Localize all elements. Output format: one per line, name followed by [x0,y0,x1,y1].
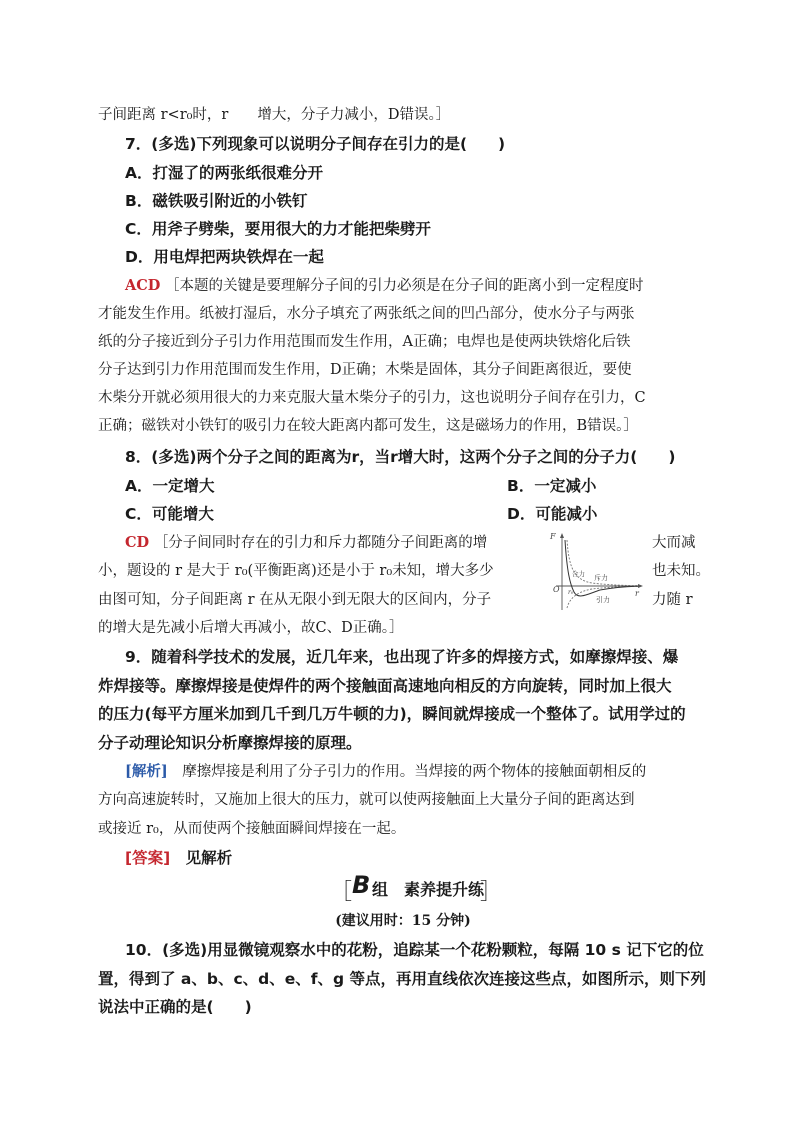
q9-analysis-line-2: 方向高速旋转时，又施加上很大的压力，就可以使两接触面上大量分子间的距离达到 [98,792,635,808]
q7-answer-line-1 [125,275,708,297]
q9-analysis-line-3: 或接近 r₀，从而使两个接触面瞬间焊接在一起。 [98,821,406,837]
q8-answer-line-2-right: 也未知。 [652,563,710,579]
graph-label-r0: r₀ [568,589,574,596]
q8-answer-line-2: 小，题设的 r 是大于 r₀(平衡距离)还是小于 r₀未知，增大多少 [98,563,494,579]
q7-option-c: C．用斧子劈柴，要用很大的力才能把柴劈开 [125,220,431,238]
molecular-force-graph [548,530,644,614]
q7-option-a: A．打湿了的两张纸很难分开 [125,164,323,182]
prev-answer-tail: 子间距离 r<r₀时，r 增大，分子力减小，D错误。］ [98,107,451,123]
question-9-line-3: 的压力(每平方厘米加到几千到几万牛顿的力)，瞬间就焊接成一个整体了。试用学过的 [98,705,686,723]
q8-answer-line-4: 的增大是先减小后增大再减小，故C、D正确。］ [98,620,404,636]
q7-answer-line-2: 才能发生作用。纸被打湿后，水分子填充了两张纸之间的凹凸部分，使水分子与两张 [98,306,635,322]
graph-y-arrow [560,533,564,538]
graph-label-repulsion: 斥力 [594,574,608,582]
question-9-line-2: 炸焊接等。摩擦焊接是使焊件的两个接触面高速地向相反的方向旋转，同时加上很大 [98,677,672,695]
question-10-line-1: 10．(多选)用显微镜观察水中的花粉，追踪某一个花粉颗粒，每隔 10 s 记下它的位 [125,941,704,959]
q8-options-row-1 [125,475,708,497]
q9-analysis-line-1 [125,761,708,783]
graph-label-net: 合力 [572,570,585,578]
suggested-time: (建议用时：15 分钟) [335,913,471,929]
q7-option-d: D．用电焊把两块铁焊在一起 [125,248,324,266]
q8-answer-line-1 [125,532,545,554]
q8-answer-line-3-right: 力随 r [652,592,693,608]
q8-option-c: C．可能增大 [125,505,214,523]
q8-option-d: D．可能减小 [507,505,598,523]
q8-option-a: A．一定增大 [125,477,215,495]
q7-answer-line-6: 正确；磁铁对小铁钉的吸引力在较大距离内都可发生，这是磁场力的作用，B错误。］ [98,418,638,434]
q9-analysis-text: 摩擦焊接是利用了分子引力的作用。当焊接的两个物体的接触面朝相反的 [167,764,647,780]
question-10-line-2: 置，得到了 a、b、c、d、e、f、g 等点，再用直线依次连接这些点，如图所示，则下列 [98,970,706,988]
answer-tag: [答案] [125,849,171,867]
question-9-line-1: 9．随着科学技术的发展，近几年来，也出现了许多的焊接方式，如摩擦焊接、爆 [125,648,679,666]
q7-answer-line-3: 纸的分子接近到分子引力作用范围而发生作用，A正确；电焊也是使两块铁熔化后铁 [98,334,631,350]
q8-answer-text: ［分子间同时存在的引力和斥力都随分子间距离的增 [153,535,488,551]
q8-answer-line-3: 由图可知，分子间距离 r 在从无限小到无限大的区间内，分子 [98,592,492,608]
q7-answer-text: ［本题的关键是要理解分子间的引力必须是在分子间的距离小到一定程度时 [164,278,644,294]
graph-label-attraction: 引力 [596,596,610,604]
group-title: 组 素养提升练 [372,880,485,899]
q9-answer-text: 见解析 [170,849,233,867]
graph-x-arrow [638,584,643,588]
question-9-line-4: 分子动理论知识分析摩擦焊接的原理。 [98,734,362,752]
group-bracket-left: ［ [330,880,353,905]
question-7: 7．(多选)下列现象可以说明分子间存在引力的是( ) [125,135,506,153]
graph-label-origin: O [553,585,560,594]
q8-answer-key: CD [125,534,150,551]
group-b-heading [330,871,503,905]
q7-answer-key: ACD [125,277,161,294]
group-letter: B [352,871,371,899]
q8-answer-line-1-right: 大而减 [652,535,696,551]
q8-options-row-2 [125,503,708,525]
graph-label-y: F [550,532,556,541]
q9-answer-line [125,847,708,869]
analysis-tag: [解析] [125,763,168,780]
q7-answer-line-4: 分子达到引力作用范围而发生作用，D正确；木柴是固体，其分子间距离很近，要使 [98,362,632,378]
q7-answer-line-5: 木柴分开就必须用很大的力来克服大量木柴分子的引力，这也说明分子间存在引力，C [98,390,646,406]
q8-option-b: B．一定减小 [507,477,597,495]
group-bracket-right: ］ [480,880,503,905]
question-8: 8．(多选)两个分子之间的距离为r，当r增大时，这两个分子之间的分子力( ) [125,448,676,466]
question-10-line-3: 说法中正确的是( ) [98,998,252,1016]
graph-label-r: r [635,589,639,598]
q7-option-b: B．磁铁吸引附近的小铁钉 [125,192,308,210]
